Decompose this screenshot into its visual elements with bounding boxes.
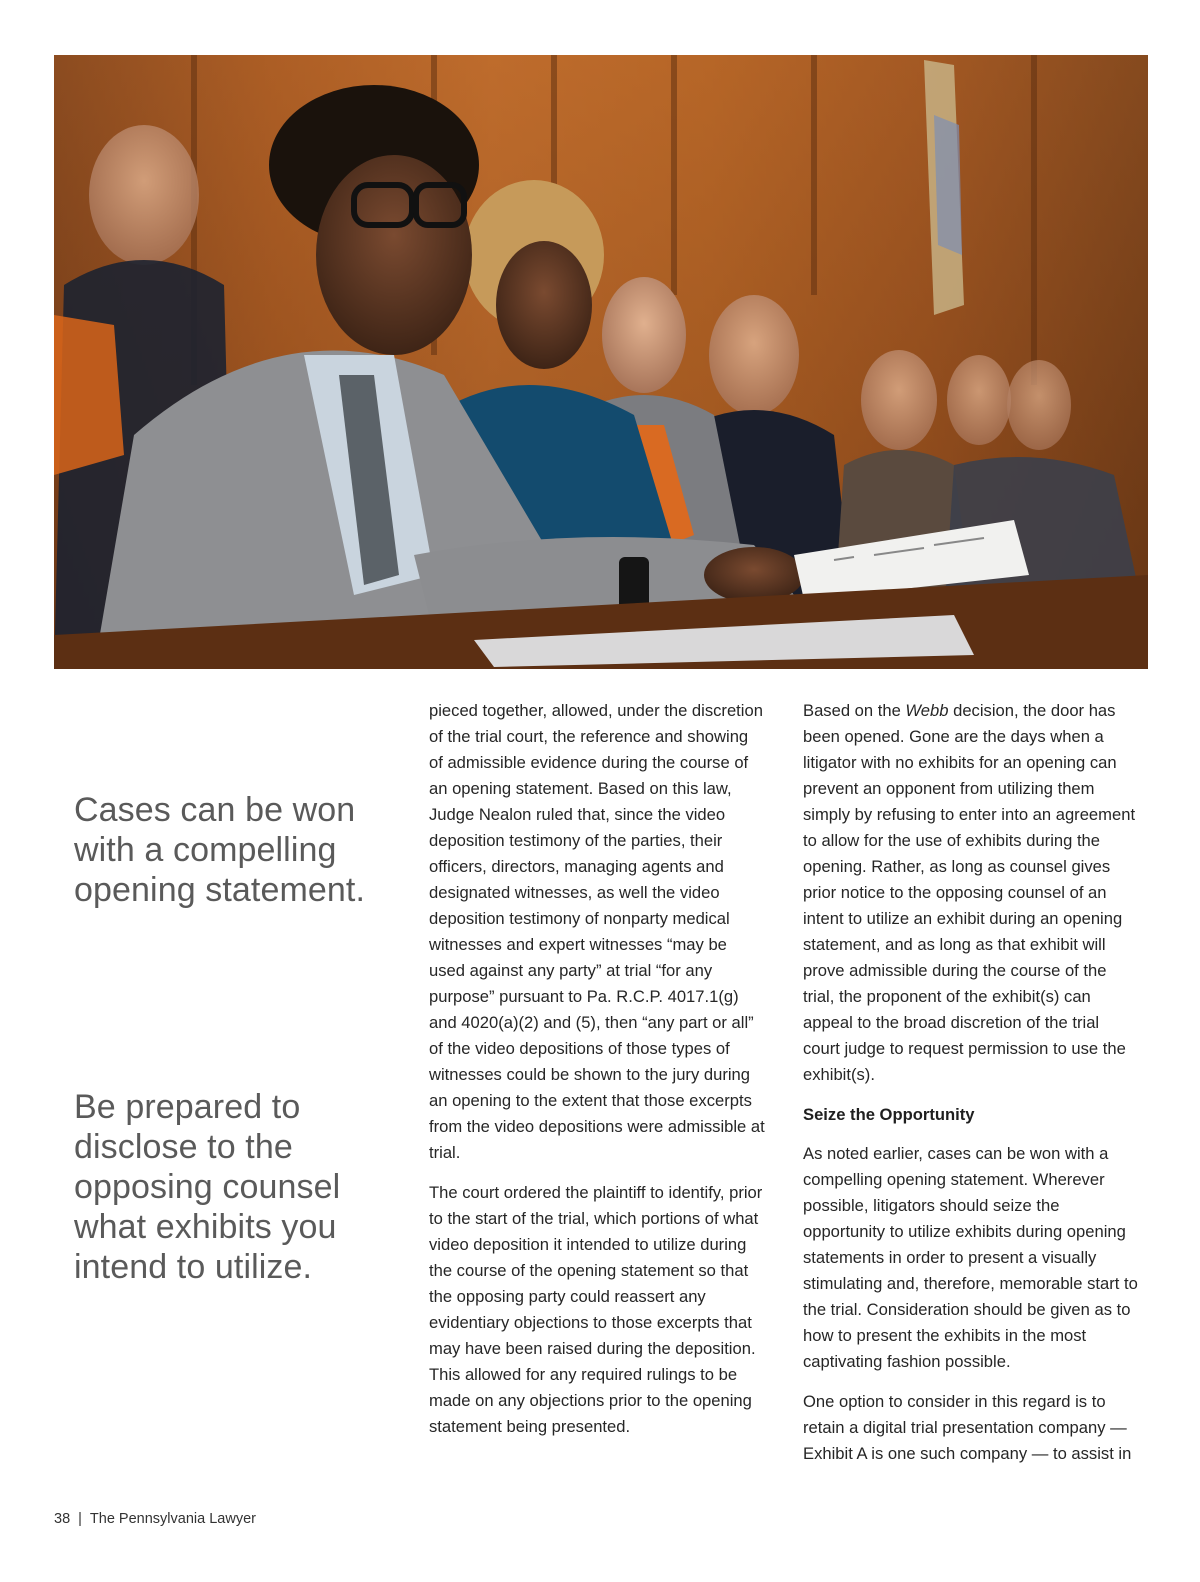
article-column-2 — [803, 698, 1139, 1481]
page-number: 38 — [54, 1511, 71, 1527]
pull-quote: Be prepared to disclose to the opposing counsel what exhibits you intend to utilize. — [74, 1088, 341, 1286]
text-run: Based on the — [803, 701, 906, 720]
body-paragraph: pieced together, allowed, under the discretion of the trial court, the reference and showing of admissible evidence during the course of an opening statement. Based on this law, Judge Nealon ruled that, since the video deposition testimony of the parties, their officers, directors, managing agents and designated witnesses, as well the video deposition testimony of nonparty medical witnesses and expert witnesses “may be used against any party” at trial “for any purpose” pursuant to Pa. R.C.P. 4017.1(g) and 4020(a)(2) and (5), then “any part or all” of the video depositions of those types of witnesses could be shown to the jury during an opening to the extent that those excerpts from the video depositions were admissible at trial. — [429, 701, 765, 1162]
photo-illustration — [54, 55, 1148, 669]
page-footer — [54, 1511, 256, 1527]
article-column-1 — [429, 698, 765, 1454]
case-name: Webb — [905, 701, 949, 720]
publication-name: The Pennsylvania Lawyer — [89, 1511, 256, 1527]
pull-quote: Cases can be won with a compelling opening statement. — [74, 791, 365, 909]
body-paragraph: As noted earlier, cases can be won with a compelling opening statement. Wherever possible, litigators should seize the opportunity to utilize exhibits during opening statements in order to present a visually stimulating and, therefore, memorable start to the trial. Consideration should be given as to how to present the exhibits in the most captivating fashion possible. — [803, 1144, 1138, 1371]
courtroom-jury-photo — [54, 55, 1148, 669]
footer-separator: | — [78, 1511, 82, 1527]
body-paragraph: One option to consider in this regard is to retain a digital trial presentation company — Exhibit A is one such company — to assist in — [803, 1392, 1132, 1463]
body-paragraph — [803, 698, 1139, 1088]
section-heading: Seize the Opportunity — [803, 1105, 975, 1124]
text-run: decision, the door has been opened. Gone are the days when a litigator with no exhibits for an opening can prevent an opponent from utilizing them simply by refusing to enter into an agreement to allow for the use of exhibits during the opening. Rather, as long as counsel gives prior notice to the opposing counsel of an intent to utilize an exhibit during an opening statement, and as long as that exhibit will prove admissible during the course of the trial, the proponent of the exhibit(s) can appeal to the broad discretion of the trial court judge to request permission to use the exhibit(s). — [803, 701, 1136, 1084]
body-paragraph: The court ordered the plaintiff to identify, prior to the start of the trial, which portions of what video deposition it intended to utilize during the course of the opening statement so that the opposing party could reassert any evidentiary objections to those excerpts that may have been raised during the deposition. This allowed for any required rulings to be made on any objections prior to the opening statement being presented. — [429, 1183, 763, 1436]
